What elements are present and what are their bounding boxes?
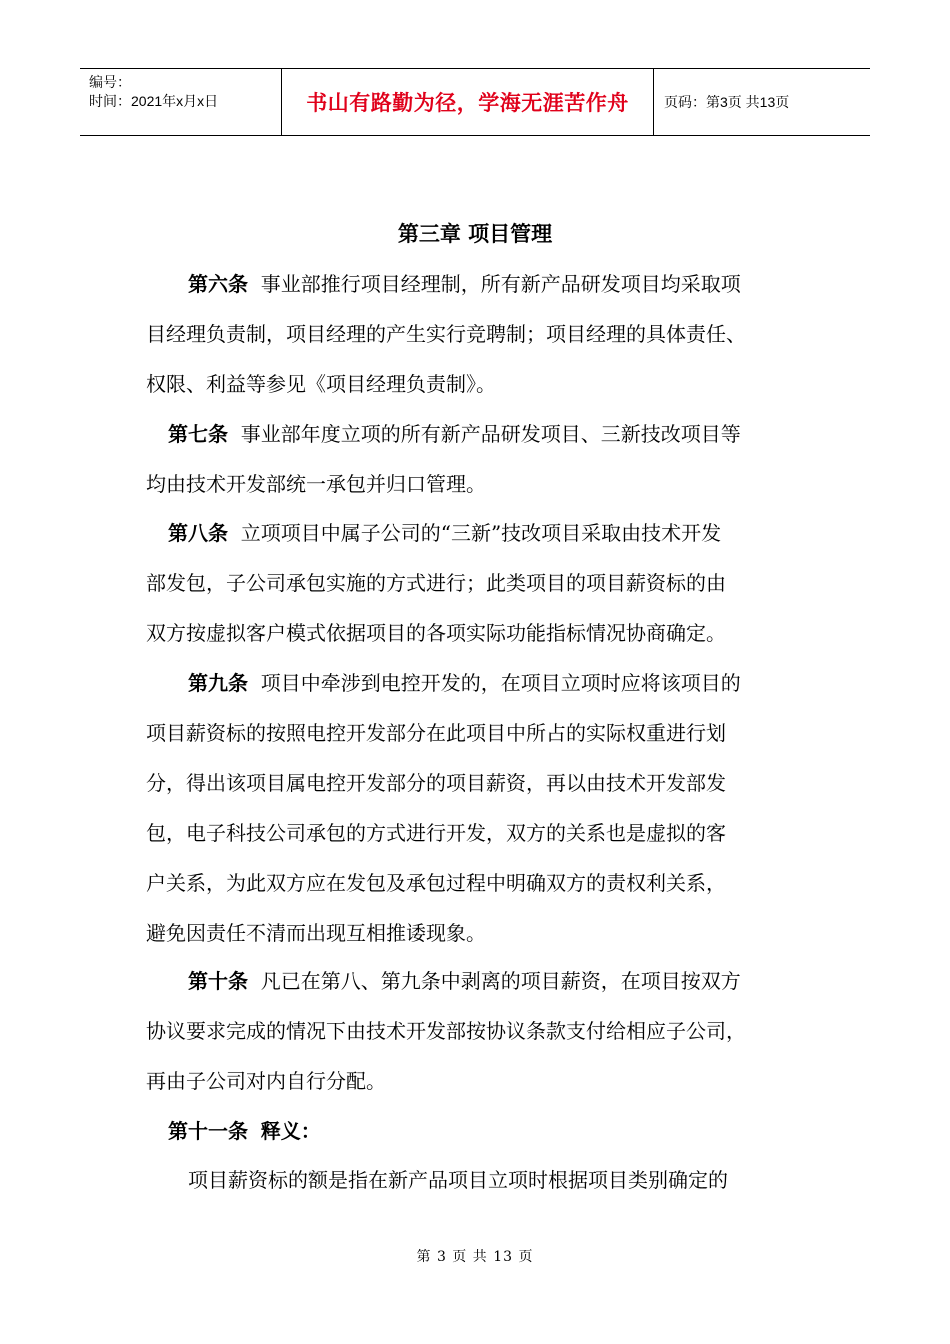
article-text: 事业部推行项目经理制，所有新产品研发项目均采取项 <box>260 272 741 296</box>
article-label: 第七条 <box>168 422 228 446</box>
article-8 <box>146 508 836 658</box>
article-9 <box>146 658 836 958</box>
article-label: 第十条 <box>188 969 248 993</box>
body-paragraph <box>146 1155 836 1205</box>
header-page-info: 页码：第3页 共13页 <box>664 94 790 110</box>
article-11 <box>146 1106 836 1156</box>
article-label: 第六条 <box>188 272 248 296</box>
header-motto: 书山有路勤为径，学海无涯苦作舟 <box>306 91 629 115</box>
article-text: 项目薪资标的按照电控开发部分在此项目中所占的实际权重进行划 <box>146 721 726 745</box>
article-7 <box>146 409 836 509</box>
article-first-line <box>146 409 836 459</box>
article-text: 目经理负责制，项目经理的产生实行竞聘制；项目经理的具体责任、 <box>146 322 746 346</box>
page-header <box>80 68 870 136</box>
article-text: 项目中牵涉到电控开发的，在项目立项时应将该项目的 <box>260 671 741 695</box>
article-text: 释义： <box>260 1119 321 1143</box>
article-text: 分，得出该项目属电控开发部分的项目薪资，再以由技术开发部发 <box>146 771 726 795</box>
page-footer: 第 3 页 共 13 页 <box>416 1249 534 1265</box>
article-10 <box>146 956 836 1106</box>
chapter-title: 第三章 项目管理 <box>397 222 553 246</box>
article-text: 再由子公司对内自行分配。 <box>146 1069 386 1093</box>
article-first-line <box>146 956 836 1006</box>
article-first-line <box>146 1106 836 1156</box>
article-first-line <box>146 658 836 708</box>
article-text: 包，电子科技公司承包的方式进行开发，双方的关系也是虚拟的客 <box>146 821 726 845</box>
header-page-cell <box>654 69 870 135</box>
article-text: 权限、利益等参见《项目经理负责制》。 <box>146 372 496 396</box>
article-text: 避免因责任不清而出现互相推诿现象。 <box>146 921 486 945</box>
article-text: 户关系，为此双方应在发包及承包过程中明确双方的责权利关系， <box>146 871 726 895</box>
header-meta-cell <box>80 69 282 135</box>
article-label: 第十一条 <box>168 1119 248 1143</box>
article-text: 双方按虚拟客户模式依据项目的各项实际功能指标情况协商确定。 <box>146 621 726 645</box>
article-label: 第九条 <box>188 671 248 695</box>
paragraph-text: 项目薪资标的额是指在新产品项目立项时根据项目类别确定的 <box>188 1168 728 1192</box>
article-first-line <box>146 508 836 558</box>
document-number-label: 编号： <box>89 74 131 90</box>
article-text: 事业部年度立项的所有新产品研发项目、三新技改项目等 <box>240 422 741 446</box>
article-label: 第八条 <box>168 521 228 545</box>
article-text: 立项项目中属子公司的“三新”技改项目采取由技术开发 <box>240 521 722 545</box>
article-text: 协议要求完成的情况下由技术开发部按协议条款支付给相应子公司， <box>146 1019 746 1043</box>
article-text: 部发包，子公司承包实施的方式进行；此类项目的项目薪资标的由 <box>146 571 726 595</box>
header-motto-cell <box>282 69 654 135</box>
document-date-label: 时间：2021年x月x日 <box>89 93 219 109</box>
article-6 <box>146 259 836 409</box>
article-first-line <box>146 259 836 309</box>
article-text: 均由技术开发部统一承包并归口管理。 <box>146 472 486 496</box>
article-text: 凡已在第八、第九条中剥离的项目薪资，在项目按双方 <box>260 969 741 993</box>
